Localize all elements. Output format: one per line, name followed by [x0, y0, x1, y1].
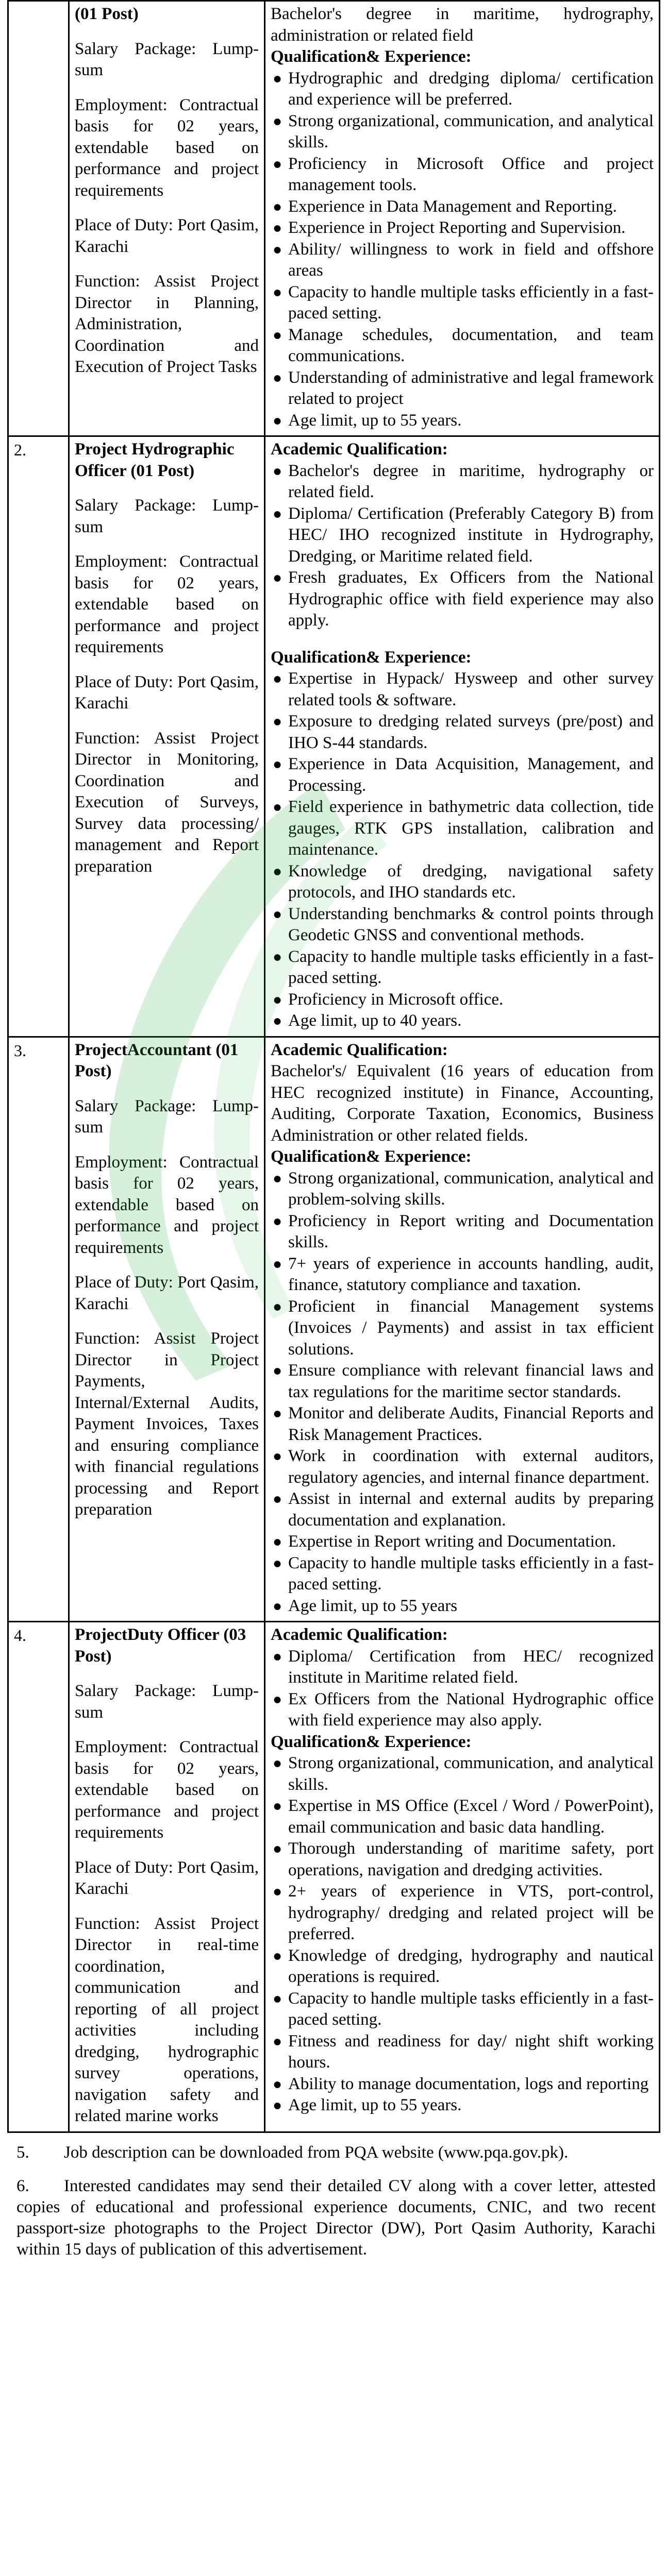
- qualification-item-text: Ensure compliance with relevant financial laws and tax regulations for the maritime sector standards.: [288, 1361, 654, 1401]
- qualification-item: [271, 1211, 654, 1253]
- academic-item: [271, 567, 654, 632]
- qualification-item-text: Exposure to dredging related surveys (pre/post) and IHO S-44 standards.: [288, 712, 654, 752]
- academic-heading: Academic Qualification:: [271, 1040, 448, 1059]
- bullet-icon: ●: [273, 326, 282, 344]
- qualification-item: [271, 1945, 654, 1988]
- qualification-list: [271, 668, 654, 1032]
- qualification-item-text: Thorough understanding of maritime safety, port operations, navigation and dredging activities.: [288, 1839, 654, 1879]
- bullet-icon: ●: [273, 569, 282, 586]
- qualification-item-text: Work in coordination with external auditors, regulatory agencies, and internal finance department.: [288, 1447, 654, 1487]
- bullet-icon: ●: [273, 1533, 282, 1550]
- bullet-icon: ●: [273, 1490, 282, 1507]
- footer-note-5: [16, 2142, 656, 2163]
- footer-notes: [7, 2142, 659, 2260]
- academic-item-text: Bachelor's degree in maritime, hydrography or related field.: [288, 461, 654, 501]
- bullet-icon: ●: [273, 112, 282, 130]
- bullet-icon: ●: [273, 1212, 282, 1230]
- qualification-item-text: Expertise in Report writing and Documentation.: [288, 1532, 617, 1551]
- academic-list: [271, 461, 654, 632]
- qualification-item: [271, 1838, 654, 1881]
- bullet-icon: ●: [273, 70, 282, 87]
- bullet-icon: ●: [273, 505, 282, 522]
- bullet-icon: ●: [273, 1883, 282, 1900]
- requirements-cell: [265, 1622, 660, 2132]
- qualification-item: [271, 861, 654, 904]
- qualification-item: [271, 1753, 654, 1795]
- position-cell: [69, 436, 265, 1037]
- position-salary: Salary Package: Lump-sum: [75, 1096, 259, 1137]
- bullet-icon: ●: [273, 1554, 282, 1572]
- note-text: Job description can be downloaded from PQA website (www.pqa.gov.pk).: [64, 2143, 569, 2162]
- qualification-item-text: Age limit, up to 55 years.: [288, 2096, 462, 2114]
- bullet-icon: ●: [273, 948, 282, 965]
- qualification-item: [271, 1403, 654, 1446]
- bullet-icon: ●: [273, 2075, 282, 2093]
- qualification-item-text: Fitness and readiness for day/ night shift working hours.: [288, 2031, 654, 2072]
- qualification-list: [271, 68, 654, 432]
- bullet-icon: ●: [273, 2097, 282, 2114]
- bullet-icon: ●: [273, 1990, 282, 2007]
- bullet-icon: ●: [273, 756, 282, 773]
- bullet-icon: ●: [273, 1298, 282, 1315]
- position-place: Place of Duty: Port Qasim, Karachi: [75, 1273, 259, 1313]
- position-salary: Salary Package: Lump-sum: [75, 1682, 259, 1722]
- bullet-icon: ●: [273, 1362, 282, 1379]
- academic-item: [271, 1689, 654, 1732]
- qualification-item-text: Knowledge of dredging, navigational safety protocols, and IHO standards etc.: [288, 861, 654, 902]
- qualification-item: [271, 1253, 654, 1296]
- qualification-item: [271, 2074, 654, 2095]
- note-number: 5.: [16, 2143, 29, 2162]
- position-employment: Employment: Contractual basis for 02 years, extendable based on performance and project requirements: [75, 1153, 259, 1257]
- job-row: [8, 1, 660, 436]
- qualification-item: [271, 1531, 654, 1553]
- position-salary: Salary Package: Lump-sum: [75, 39, 259, 79]
- requirements-cell: [265, 1, 660, 436]
- qualification-item-text: Proficient in financial Management systems (Invoices / Payments) and assist in tax efficient solutions.: [288, 1297, 654, 1359]
- bullet-icon: ●: [273, 155, 282, 173]
- bullet-icon: ●: [273, 1170, 282, 1187]
- qualification-item: [271, 1795, 654, 1838]
- qualification-item-text: Knowledge of dredging, hydrography and nautical operations is required.: [288, 1946, 654, 1986]
- job-row: [8, 436, 660, 1037]
- bullet-icon: ●: [273, 991, 282, 1008]
- qualification-item-text: Age limit, up to 40 years.: [288, 1011, 462, 1030]
- bullet-icon: ●: [273, 2032, 282, 2050]
- position-place: Place of Duty: Port Qasim, Karachi: [75, 672, 259, 713]
- academic-item: [271, 461, 654, 503]
- qualification-item: [271, 1446, 654, 1488]
- qualification-item: [271, 154, 654, 196]
- bullet-icon: ●: [273, 1690, 282, 1708]
- qualification-heading: Qualification& Experience:: [271, 1147, 472, 1166]
- qualification-item: [271, 796, 654, 861]
- qualification-item: [271, 1360, 654, 1403]
- qualification-item-text: Proficiency in Microsoft office.: [288, 990, 504, 1009]
- qualification-item-text: Manage schedules, documentation, and team communications.: [288, 325, 654, 365]
- job-row: [8, 1037, 660, 1622]
- qualification-item: [271, 282, 654, 325]
- qualification-item: [271, 196, 654, 218]
- qualification-list: [271, 1168, 654, 1617]
- position-title: ProjectDuty Officer (03 Post): [75, 1625, 246, 1666]
- bullet-icon: ●: [273, 283, 282, 301]
- qualification-heading: Qualification& Experience:: [271, 47, 472, 66]
- position-salary: Salary Package: Lump-sum: [75, 496, 259, 536]
- qualification-item: [271, 754, 654, 796]
- job-table: [7, 0, 660, 2133]
- qualification-item: [271, 904, 654, 946]
- qualification-item-text: Strong organizational, communication, and analytical skills.: [288, 1754, 654, 1794]
- qualification-item-text: Experience in Data Acquisition, Management, and Processing.: [288, 755, 654, 795]
- qualification-item-text: Age limit, up to 55 years: [288, 1596, 458, 1615]
- note-text: Interested candidates may send their detailed CV along with a cover letter, attested copies of educational and professional experience documents, CNIC, and two recent passport-size photographs to the Project Director (DW), Port Qasim Authority, Karachi within 15 days of publication of this advertisement.: [16, 2176, 656, 2259]
- requirements-cell: [265, 436, 660, 1037]
- qualification-heading: Qualification& Experience:: [271, 648, 472, 667]
- qualification-item: [271, 1010, 654, 1032]
- row-number-cell: [8, 1037, 69, 1622]
- position-function: Function: Assist Project Director in Monitoring, Coordination and Execution of Surveys, Survey data processing/ management and Report preparation: [75, 728, 259, 876]
- qualification-item-text: Capacity to handle multiple tasks efficiently in a fast-paced setting.: [288, 1553, 654, 1594]
- row-number: 2.: [14, 440, 26, 459]
- qualification-item-text: Capacity to handle multiple tasks efficiently in a fast-paced setting.: [288, 282, 654, 323]
- qualification-item: [271, 946, 654, 989]
- qualification-item-text: 2+ years of experience in VTS, port-control, hydrography/ dredging and related project will be preferred.: [288, 1882, 654, 1943]
- bullet-icon: ●: [273, 670, 282, 687]
- bullet-icon: ●: [273, 1755, 282, 1772]
- qualification-item: [271, 217, 654, 239]
- position-title: (01 Post): [75, 5, 139, 23]
- qualification-item-text: Understanding of administrative and legal framework related to project: [288, 368, 654, 408]
- qualification-item-text: Expertise in Hypack/ Hysweep and other survey related tools & software.: [288, 669, 654, 709]
- qualification-list: [271, 1753, 654, 2116]
- bullet-icon: ●: [273, 1448, 282, 1465]
- qualification-heading: Qualification& Experience:: [271, 1732, 472, 1751]
- academic-item-text: Ex Officers from the National Hydrographic office with field experience may also apply.: [288, 1689, 654, 1730]
- qualification-item: [271, 111, 654, 154]
- job-row: [8, 1622, 660, 2132]
- academic-heading: Academic Qualification:: [271, 440, 448, 459]
- position-title: Project Hydrographic Officer (01 Post): [75, 440, 235, 480]
- qualification-item: [271, 989, 654, 1011]
- bullet-icon: ●: [273, 462, 282, 480]
- bullet-icon: ●: [273, 1405, 282, 1422]
- qualification-item: [271, 367, 654, 410]
- row-number: 4.: [14, 1626, 26, 1645]
- academic-item-text: Diploma/ Certification from HEC/ recognized institute in Maritime related field.: [288, 1647, 654, 1687]
- qualification-item-text: 7+ years of experience in accounts handling, audit, finance, statutory compliance and taxation.: [288, 1254, 654, 1294]
- qualification-item: [271, 1488, 654, 1531]
- qualification-item: [271, 2031, 654, 2074]
- qualification-item: [271, 1988, 654, 2031]
- bullet-icon: ●: [273, 369, 282, 386]
- academic-item-text: Fresh graduates, Ex Officers from the National Hydrographic office with field experience may also apply.: [288, 568, 654, 630]
- qualification-item: [271, 668, 654, 711]
- bullet-icon: ●: [273, 1597, 282, 1615]
- qualification-item-text: Hydrographic and dredging diploma/ certification and experience will be preferred.: [288, 69, 654, 109]
- qualification-item: [271, 2095, 654, 2116]
- position-cell: [69, 1037, 265, 1622]
- bullet-icon: ●: [273, 198, 282, 215]
- qualification-item-text: Capacity to handle multiple tasks efficiently in a fast-paced setting.: [288, 1989, 654, 2029]
- position-function: Function: Assist Project Director in Planning, Administration, Coordination and Execution of Project Tasks: [75, 272, 259, 376]
- position-function: Function: Assist Project Director in Project Payments, Internal/External Audits, Payment Invoices, Taxes and ensuring compliance with financial regulations processing and Report preparation: [75, 1329, 259, 1519]
- qualification-item-text: Age limit, up to 55 years.: [288, 411, 462, 430]
- position-cell: [69, 1622, 265, 2132]
- qualification-item-text: Capacity to handle multiple tasks efficiently in a fast-paced setting.: [288, 947, 654, 987]
- academic-heading: Academic Qualification:: [271, 1625, 448, 1644]
- qualification-item-text: Ability to manage documentation, logs and reporting: [288, 2074, 649, 2093]
- qualification-item: [271, 239, 654, 282]
- qualification-item: [271, 1596, 654, 1617]
- position-employment: Employment: Contractual basis for 02 years, extendable based on performance and project requirements: [75, 552, 259, 656]
- bullet-icon: ●: [273, 412, 282, 429]
- qualification-item-text: Experience in Data Management and Reporting.: [288, 197, 617, 216]
- note-number: 6.: [16, 2176, 29, 2195]
- qualification-item: [271, 325, 654, 367]
- bullet-icon: ●: [273, 1947, 282, 1964]
- footer-note-6: [16, 2176, 656, 2260]
- qualification-item-text: Strong organizational, communication, analytical and problem-solving skills.: [288, 1168, 654, 1209]
- qualification-item: [271, 410, 654, 432]
- qualification-item: [271, 1881, 654, 1945]
- qualification-item-text: Expertise in MS Office (Excel / Word / PowerPoint), email communication and basic data handling.: [288, 1797, 654, 1837]
- position-employment: Employment: Contractual basis for 02 years, extendable based on performance and project requirements: [75, 1738, 259, 1842]
- qualification-item-text: Monitor and deliberate Audits, Financial Reports and Risk Management Practices.: [288, 1404, 654, 1444]
- bullet-icon: ●: [273, 1798, 282, 1815]
- bullet-icon: ●: [273, 1648, 282, 1665]
- qualification-item-text: Proficiency in Microsoft Office and project management tools.: [288, 154, 654, 194]
- bullet-icon: ●: [273, 241, 282, 258]
- academic-item: [271, 1646, 654, 1689]
- position-place: Place of Duty: Port Qasim, Karachi: [75, 216, 259, 256]
- academic-item-text: Diploma/ Certification (Preferably Category B) from HEC/ IHO recognized institute in Hydrography, Dredging, or Maritime related field.: [288, 504, 654, 566]
- advertisement-sheet: [7, 0, 659, 2273]
- qualification-item: [271, 711, 654, 754]
- position-place: Place of Duty: Port Qasim, Karachi: [75, 1858, 259, 1898]
- qualification-item-text: Experience in Project Reporting and Supervision.: [288, 218, 626, 237]
- row-number-cell: [8, 1, 69, 436]
- row-number: 3.: [14, 1041, 26, 1060]
- qualification-item-text: Assist in internal and external audits by preparing documentation and explanation.: [288, 1489, 654, 1530]
- qualification-item-text: Field experience in bathymetric data collection, tide gauges, RTK GPS installation, calibration and maintenance.: [288, 798, 654, 859]
- academic-list: [271, 1646, 654, 1732]
- academic-text: Bachelor's degree in maritime, hydrography, administration or related field: [271, 5, 654, 45]
- position-employment: Employment: Contractual basis for 02 years, extendable based on performance and project requirements: [75, 95, 259, 200]
- academic-text: Bachelor's/ Equivalent (16 years of education from HEC recognized institute) in Finance, Accounting, Auditing, Corporate Taxation, Economics, Business Administration or other related fields.: [271, 1062, 654, 1145]
- requirements-cell: [265, 1037, 660, 1622]
- bullet-icon: ●: [273, 1012, 282, 1029]
- row-number-cell: [8, 1622, 69, 2132]
- bullet-icon: ●: [273, 1255, 282, 1273]
- position-title: ProjectAccountant (01 Post): [75, 1040, 239, 1080]
- qualification-item-text: Proficiency in Report writing and Documentation skills.: [288, 1211, 654, 1251]
- qualification-item: [271, 1168, 654, 1211]
- bullet-icon: ●: [273, 862, 282, 880]
- position-cell: [69, 1, 265, 436]
- qualification-item-text: Strong organizational, communication, and analytical skills.: [288, 111, 654, 151]
- bullet-icon: ●: [273, 905, 282, 923]
- qualification-item: [271, 1296, 654, 1361]
- qualification-item: [271, 1553, 654, 1596]
- qualification-item: [271, 68, 654, 111]
- bullet-icon: ●: [273, 713, 282, 730]
- academic-item: [271, 503, 654, 568]
- qualification-item-text: Ability/ willingness to work in field and offshore areas: [288, 240, 654, 280]
- bullet-icon: ●: [273, 219, 282, 236]
- row-number-cell: [8, 436, 69, 1037]
- position-function: Function: Assist Project Director in real-time coordination, communication and reporting of all project activities including dredging, hydrographic survey operations, navigation safety and related marine works: [75, 1914, 259, 2125]
- qualification-item-text: Understanding benchmarks & control points through Geodetic GNSS and conventional methods.: [288, 904, 654, 944]
- bullet-icon: ●: [273, 1840, 282, 1857]
- bullet-icon: ●: [273, 799, 282, 816]
